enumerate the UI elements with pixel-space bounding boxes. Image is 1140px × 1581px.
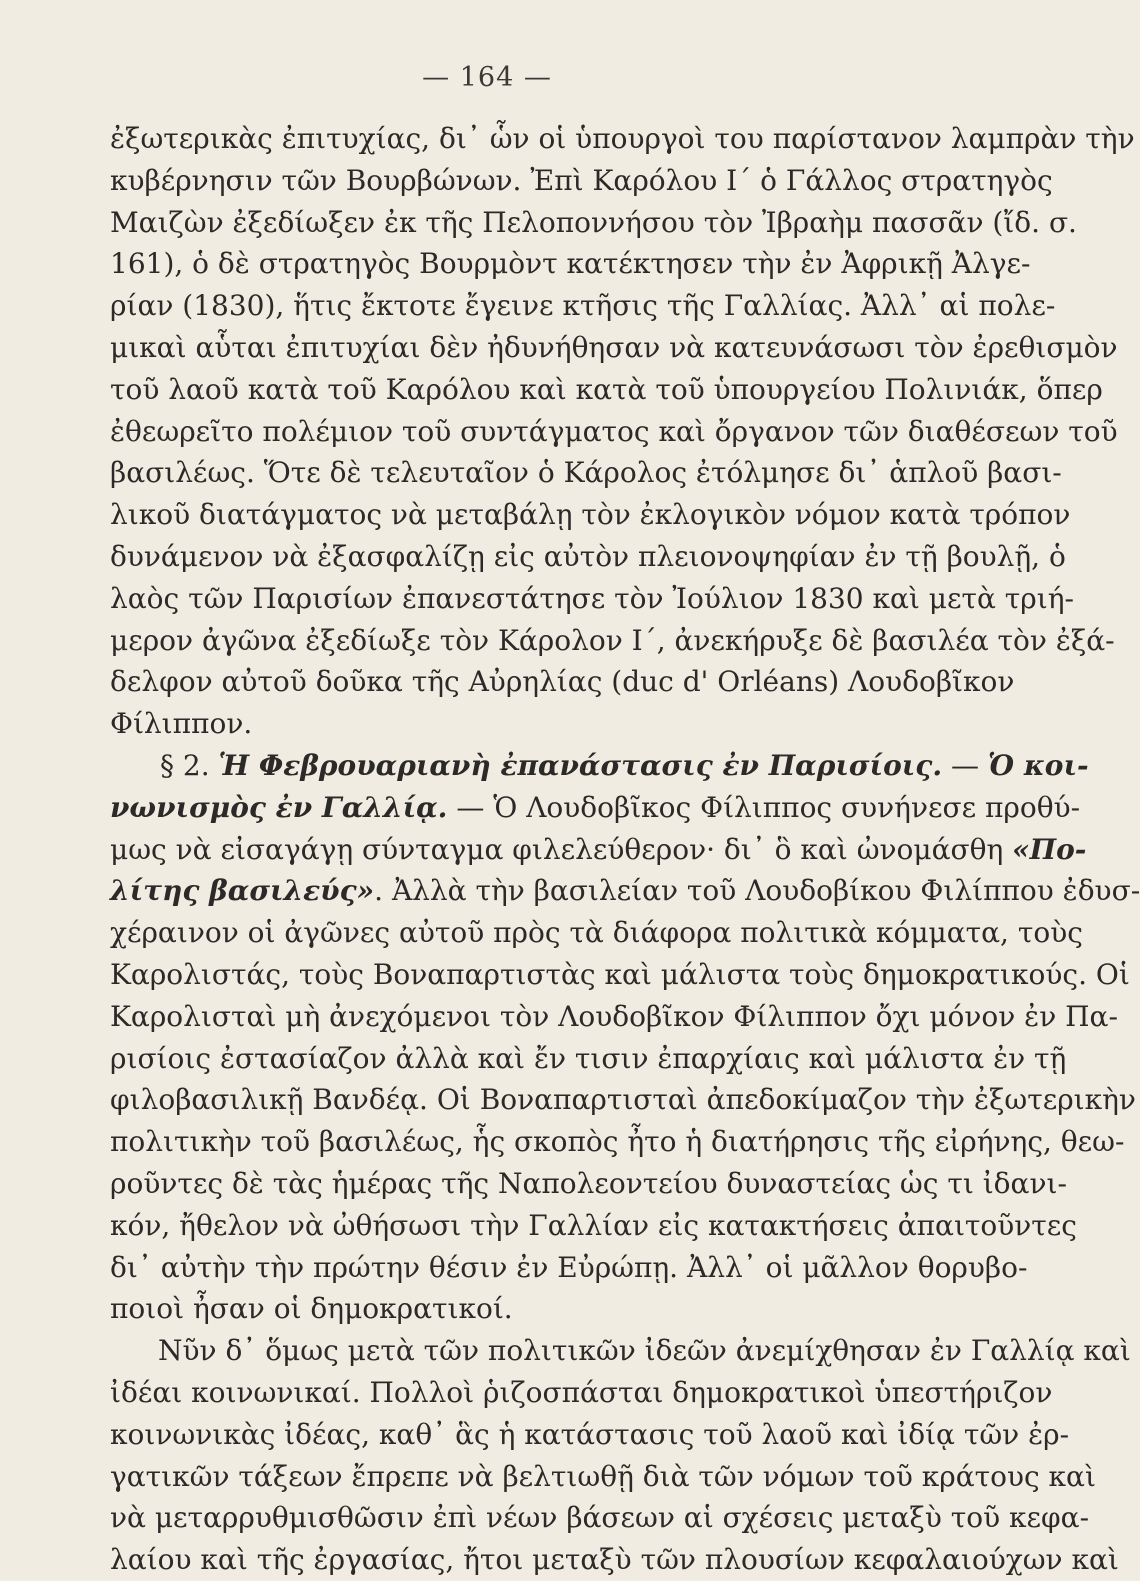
paragraph-1 [110, 118, 1135, 745]
text-line: μερον ἀγῶνα ἐξεδίωξε τὸν Κάρολον Ι΄, ἀνεκήρυξε δὲ βασιλέα τὸν ἐξά- [110, 623, 1115, 657]
quote-part2: λίτης βασιλεύς» [110, 874, 375, 908]
text-line: κόν, ἤθελον νὰ ὠθήσωσι τὴν Γαλλίαν εἰς κατακτήσεις ἀπαιτοῦντες [110, 1208, 1077, 1242]
text-line: μικαὶ αὗται ἐπιτυχίαι δὲν ἠδυνήθησαν νὰ κατευνάσωσι τὸν ἐρεθισμὸν [110, 330, 1118, 364]
section-subtitle-part1: Ὁ κοι- [987, 748, 1089, 782]
text-span: . Ἀλλὰ τὴν βασιλείαν τοῦ Λουδοβίκου Φιλίππου ἐδυσ- [374, 874, 1140, 908]
section-2 [110, 745, 1140, 912]
quote-part1: «Πο- [1012, 832, 1087, 866]
page-number: — 164 — [422, 62, 552, 93]
text-line [110, 787, 1081, 829]
text-line: ἰδέαι κοινωνικαί. Πολλοὶ ῥιζοσπάσται δημοκρατικοὶ ὑπεστήριζον [110, 1375, 1053, 1409]
text-line: κυβέρνησιν τῶν Βουρβώνων. Ἐπὶ Καρόλου Ι΄ ὁ Γάλλος στρατηγὸς [110, 163, 1053, 197]
paragraph-3 [110, 1330, 1131, 1581]
text-line: γατικῶν τάξεων ἔπρεπε νὰ βελτιωθῇ διὰ τῶν νόμων τοῦ κράτους καὶ [110, 1459, 1096, 1493]
text-line: λαὸς τῶν Παρισίων ἐπανεστάτησε τὸν Ἰούλιον 1830 καὶ μετὰ τριή- [110, 581, 1074, 615]
text-line: κοινωνικὰς ἰδέας, καθ᾿ ἃς ἡ κατάστασις τοῦ λαοῦ καὶ ἰδίᾳ τῶν ἐρ- [110, 1417, 1070, 1451]
text-line: δυνάμενον νὰ ἐξασφαλίζῃ εἰς αὐτὸν πλειονοψηφίαν ἐν τῇ βουλῇ, ὁ [110, 539, 1066, 573]
text-line: νὰ μεταρρυθμισθῶσιν ἐπὶ νέων βάσεων αἱ σχέσεις μεταξὺ τοῦ κεφα- [110, 1501, 1090, 1535]
text-line: ρισίοις ἐστασίαζον ἀλλὰ καὶ ἔν τισιν ἐπαρχίαις καὶ μάλιστα ἐν τῇ [110, 1041, 1067, 1075]
text-line: τοῦ λαοῦ κατὰ τοῦ Καρόλου καὶ κατὰ τοῦ ὑπουργείου Πολινιάκ, ὅπερ [110, 372, 1103, 406]
text-line: ἐξωτερικὰς ἐπιτυχίας, δι᾿ ὧν οἱ ὑπουργοὶ του παρίστανον λαμπρὰν τὴν [110, 122, 1135, 155]
text-line: Καρολιστάς, τοὺς Βοναπαρτιστὰς καὶ μάλιστα τοὺς δημοκρατικούς. Οἱ [110, 957, 1130, 991]
section-subtitle-part2: νωνισμὸς ἐν Γαλλίᾳ. [110, 790, 448, 824]
text-line: δελφον αὐτοῦ δοῦκα τῆς Αὐρηλίας (duc d' Orléans) Λουδοβῖκον [110, 665, 1015, 699]
section-number: § 2. [160, 748, 210, 782]
text-line: πολιτικὴν τοῦ βασιλέως, ἧς σκοπὸς ἦτο ἡ διατήρησις τῆς εἰρήνης, θεω- [110, 1125, 1125, 1159]
text-line [110, 829, 1087, 871]
text-span: μως νὰ εἰσαγάγῃ σύνταγμα φιλελεύθερον· δι᾿ ὃ καὶ ὠνομάσθη [110, 832, 1004, 866]
text-line: Καρολισταὶ μὴ ἀνεχόμενοι τὸν Λουδοβῖκον Φίλιππον ὄχι μόνον ἐν Πα- [110, 999, 1118, 1033]
text-line: 161), ὁ δὲ στρατηγὸς Βουρμὸντ κατέκτησεν τὴν ἐν Ἀφρικῇ Ἀλγε- [110, 247, 1031, 281]
text-line: λαίου καὶ τῆς ἐργασίας, ἤτοι μεταξὺ τῶν πλουσίων κεφαλαιούχων καὶ [110, 1543, 1119, 1577]
text-line [110, 870, 1140, 912]
text-line: ροῦντες δὲ τὰς ἡμέρας τῆς Ναπολεοντείου δυναστείας ὡς τι ἰδανι- [110, 1166, 1067, 1200]
text-line: δι᾿ αὐτὴν τὴν πρώτην θέσιν ἐν Εὐρώπῃ. Ἀλλ᾿ οἱ μᾶλλον θορυβο- [110, 1250, 1028, 1284]
section-heading-line [110, 745, 1089, 787]
text-line: βασιλέως. Ὅτε δὲ τελευταῖον ὁ Κάρολος ἐτόλμησε δι᾿ ἁπλοῦ βασι- [110, 456, 1062, 490]
section-title: Ἡ Φεβρουαριανὴ ἐπανάστασις ἐν Παρισίοις. [218, 748, 943, 782]
text-line: Μαιζὼν ἐξεδίωξεν ἐκ τῆς Πελοποννήσου τὸν Ἰβραὴμ πασσᾶν (ἴδ. σ. [110, 205, 1077, 239]
text-line: Νῦν δ᾿ ὅμως μετὰ τῶν πολιτικῶν ἰδεῶν ἀνεμίχθησαν ἐν Γαλλίᾳ καὶ [158, 1334, 1131, 1368]
paragraph-2 [110, 912, 1136, 1330]
text-line: Φίλιππον. [110, 707, 253, 741]
body-text [110, 118, 1140, 1581]
text-line: ρίαν (1830), ἥτις ἔκτοτε ἔγεινε κτῆσις τῆς Γαλλίας. Ἀλλ᾿ αἱ πολε- [110, 289, 1056, 323]
text-line: ἐθεωρεῖτο πολέμιον τοῦ συντάγματος καὶ ὄργανον τῶν διαθέσεων τοῦ [110, 414, 1118, 448]
text-line: φιλοβασιλικῇ Βανδέᾳ. Οἱ Βοναπαρτισταὶ ἀπεδοκίμαζον τὴν ἐξωτερικὴν [110, 1083, 1136, 1117]
text-line: ποιοὶ ἦσαν οἱ δημοκρατικοί. [110, 1292, 513, 1326]
text-line: λικοῦ διατάγματος νὰ μεταβάλῃ τὸν ἐκλογικὸν νόμον κατὰ τρόπον [110, 498, 1071, 532]
section-dash: — [951, 748, 979, 782]
text-line: χέραινον οἱ ἀγῶνες αὐτοῦ πρὸς τὰ διάφορα πολιτικὰ κόμματα, τοὺς [110, 916, 1083, 950]
text-span: — Ὁ Λουδοβῖκος Φίλιππος συνήνεσε προθύ- [456, 790, 1081, 824]
